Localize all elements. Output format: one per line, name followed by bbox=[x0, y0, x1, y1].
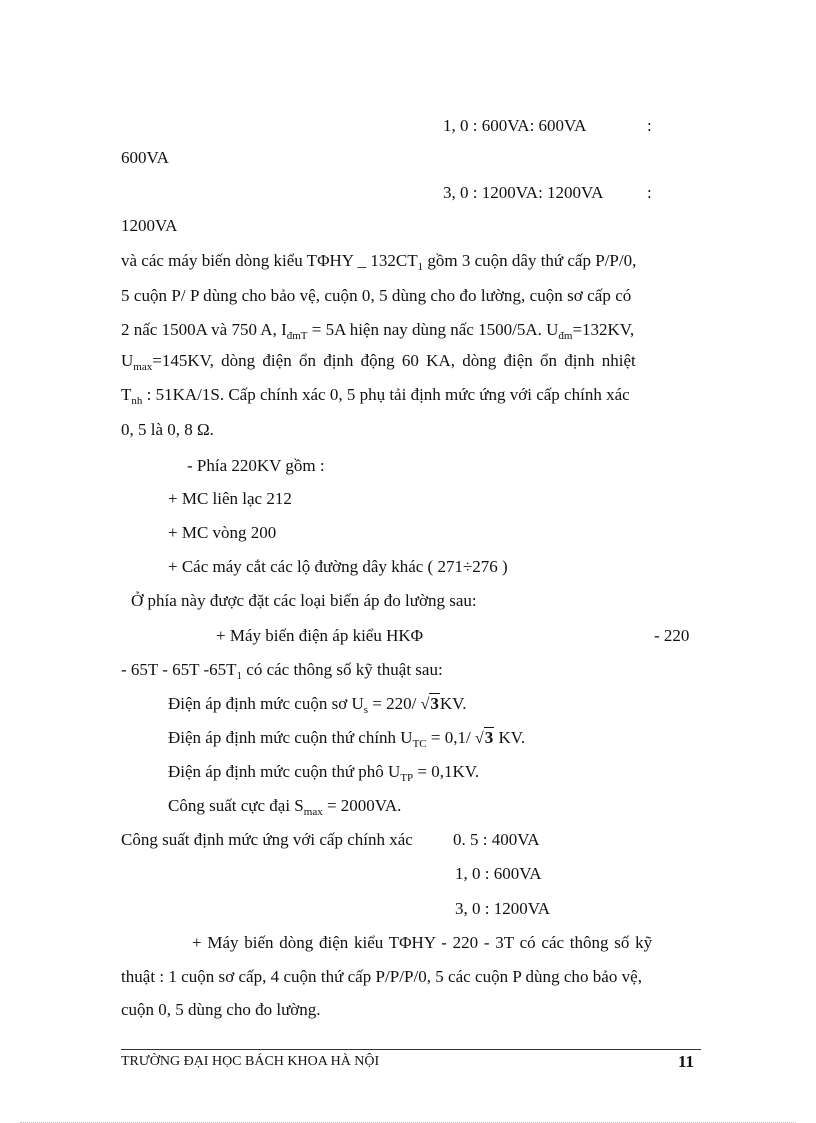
text-line: Ở phía này được đặt các loại biến áp đo lường sau: bbox=[131, 591, 477, 610]
text-line: + Máy biến điện áp kiểu HKΦ bbox=[216, 626, 424, 645]
text-line: 3, 0 : 1200VA bbox=[455, 899, 551, 918]
list-item: + Các máy cắt các lộ đường dây khác ( 271÷276 ) bbox=[168, 557, 508, 576]
text-line: thuật : 1 cuộn sơ cấp, 4 cuộn thứ cấp P/P/P/0, 5 các cuộn P dùng cho bảo vệ, bbox=[121, 967, 642, 986]
text-line: 3, 0 : 1200VA: 1200VA bbox=[443, 183, 604, 202]
spec-line: Điện áp định mức cuộn thứ phô $U_{TP} = 0,1KV$. bbox=[168, 762, 480, 784]
spec-line: Công suất cực đại $S_{max} = 2000VA$. bbox=[168, 796, 402, 818]
text-line: - 65T - 65T $-65T_1$ có các thông số kỹ thuật sau: bbox=[121, 660, 443, 682]
text-line: 1, 0 : 600VA bbox=[455, 864, 542, 883]
paragraph-line: $U_{max}=145KV$, dòng điện ổn định động 60 KA, dòng điện ổn định nhiệt bbox=[121, 351, 636, 373]
list-heading: - Phía 220KV gồm : bbox=[187, 456, 325, 475]
page-number: 11 bbox=[678, 1052, 695, 1071]
footer-school-name: TRƯỜNG ĐẠI HỌC BÁCH KHOA HÀ NỘI bbox=[121, 1054, 380, 1069]
text-line: : bbox=[647, 183, 652, 202]
text-line: 0. 5 : 400VA bbox=[453, 830, 540, 849]
text-line: : bbox=[647, 116, 652, 135]
paragraph-line: 0, 5 là 0, 8 Ω. bbox=[121, 420, 214, 439]
text-line: 1, 0 : 600VA: 600VA bbox=[443, 116, 587, 135]
text-line: Công suất định mức ứng với cấp chính xác bbox=[121, 830, 413, 849]
text-line: cuộn 0, 5 dùng cho đo lường. bbox=[121, 1000, 321, 1019]
paragraph-line: và các máy biến dòng kiểu TΦHY _ $132CT_1$ gồm 3 cuộn dây thứ cấp P/P/0, bbox=[121, 251, 637, 273]
spec-line: Điện áp định mức cuộn thứ chính $U_{TC} = 0,1/$ √3 KV. bbox=[168, 728, 526, 750]
spec-line: Điện áp định mức cuộn sơ $U_s = 220/$ √3KV. bbox=[168, 694, 467, 716]
list-item: + MC liên lạc 212 bbox=[168, 489, 292, 508]
footer-divider bbox=[121, 1049, 701, 1050]
list-item: + MC vòng 200 bbox=[168, 523, 277, 542]
text-line: 1200VA bbox=[121, 216, 178, 235]
text-line: - 220 bbox=[654, 626, 690, 645]
text-line: 600VA bbox=[121, 148, 169, 167]
paragraph-line: 2 nấc 1500A và 750 A, $I_{đmT} = 5A$ hiện nay dùng nấc 1500/5A. $U_{đm}=132KV$, bbox=[121, 320, 635, 342]
paragraph-line: $T_{nh}$ : 51KA/1S. Cấp chính xác 0, 5 phụ tải định mức ứng với cấp chính xác bbox=[121, 385, 630, 407]
paragraph-line: 5 cuộn P/ P dùng cho bảo vệ, cuộn 0, 5 dùng cho đo lường, cuộn sơ cấp có bbox=[121, 286, 632, 305]
text-line: + Máy biến dòng điện kiểu TΦHY - 220 - 3T có các thông số kỹ bbox=[192, 933, 653, 952]
